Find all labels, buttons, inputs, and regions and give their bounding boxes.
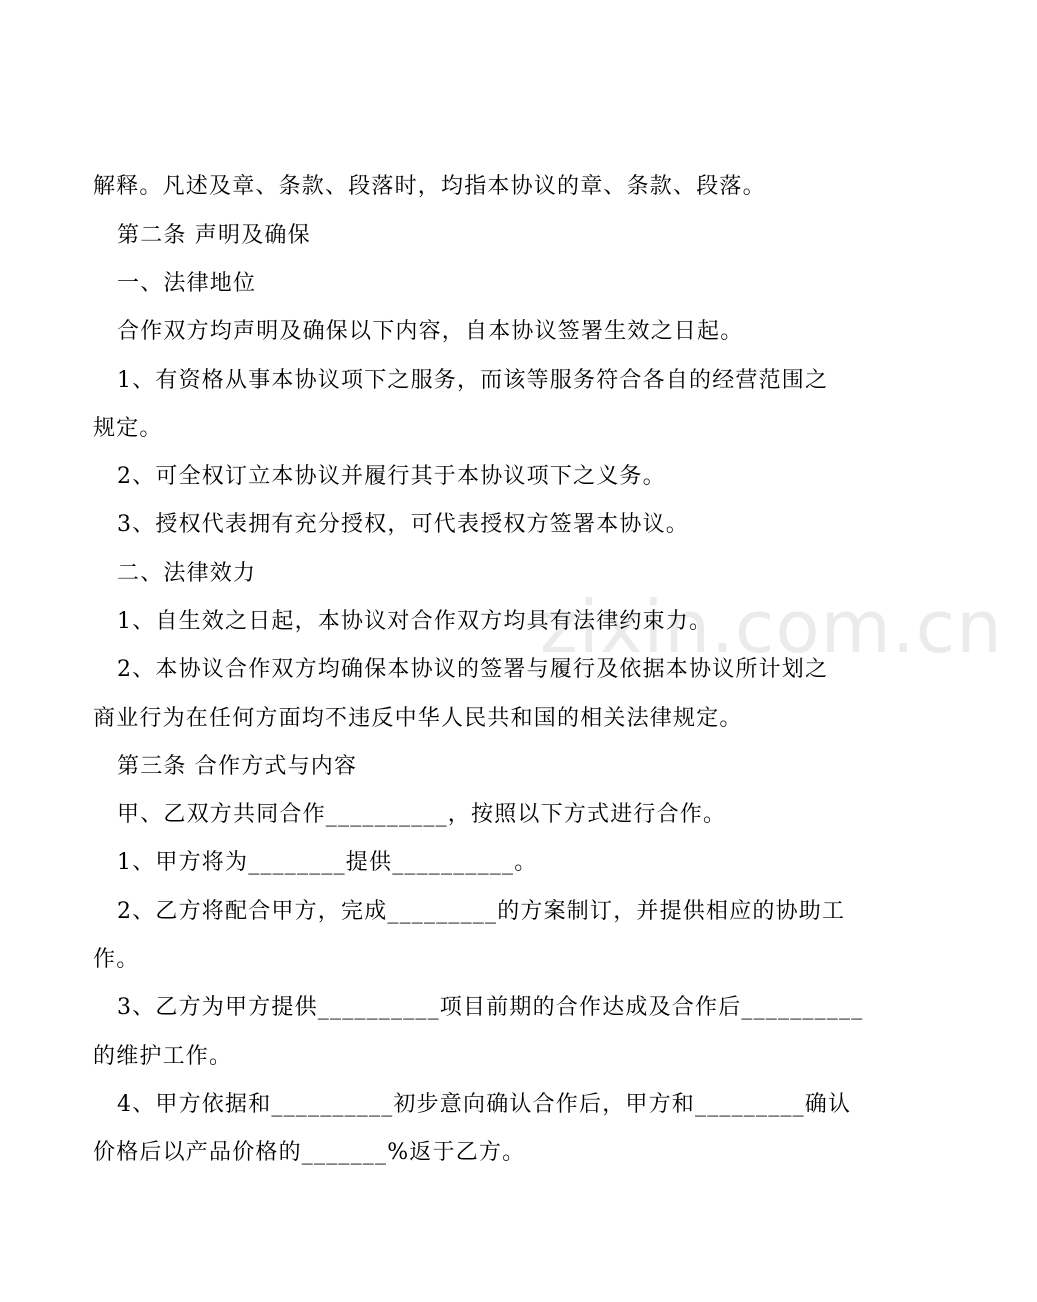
paragraph-line: 价格后以产品价格的_______%返于乙方。 — [93, 1140, 526, 1165]
section-heading: 第三条 合作方式与内容 — [117, 754, 358, 779]
section-heading: 第二条 声明及确保 — [117, 223, 311, 248]
paragraph-line: 2、可全权订立本协议并履行其于本协议项下之义务。 — [117, 464, 666, 489]
paragraph-line: 1、甲方将为________提供__________。 — [117, 850, 538, 875]
paragraph-line: 3、乙方为甲方提供__________项目前期的合作达成及合作后__________ — [117, 995, 864, 1020]
paragraph-line: 合作双方均声明及确保以下内容，自本协议签署生效之日起。 — [117, 319, 744, 344]
paragraph-line: 1、自生效之日起，本协议对合作双方均具有法律约束力。 — [117, 609, 713, 634]
paragraph-line: 2、乙方将配合甲方，完成_________的方案制订，并提供相应的协助工 — [117, 899, 846, 924]
paragraph-line: 2、本协议合作双方均确保本协议的签署与履行及依据本协议所计划之 — [117, 657, 829, 682]
paragraph-line: 商业行为在任何方面均不违反中华人民共和国的相关法律规定。 — [93, 706, 743, 731]
paragraph-line: 规定。 — [93, 416, 163, 441]
paragraph-line: 解释。凡述及章、条款、段落时，均指本协议的章、条款、段落。 — [93, 174, 766, 199]
paragraph-line: 4、甲方依据和__________初步意向确认合作后，甲方和_________确认 — [117, 1092, 852, 1117]
paragraph-line: 甲、乙双方共同合作__________，按照以下方式进行合作。 — [117, 802, 727, 827]
paragraph-line: 作。 — [93, 947, 140, 972]
paragraph-line: 3、授权代表拥有充分授权，可代表授权方签署本协议。 — [117, 512, 689, 537]
paragraph-line: 的维护工作。 — [93, 1044, 233, 1069]
subsection-heading: 一、法律地位 — [117, 271, 257, 296]
watermark: zixin.com.cn — [540, 585, 1003, 669]
subsection-heading: 二、法律效力 — [117, 561, 257, 586]
paragraph-line: 1、有资格从事本协议项下之服务，而该等服务符合各自的经营范围之 — [117, 368, 829, 393]
